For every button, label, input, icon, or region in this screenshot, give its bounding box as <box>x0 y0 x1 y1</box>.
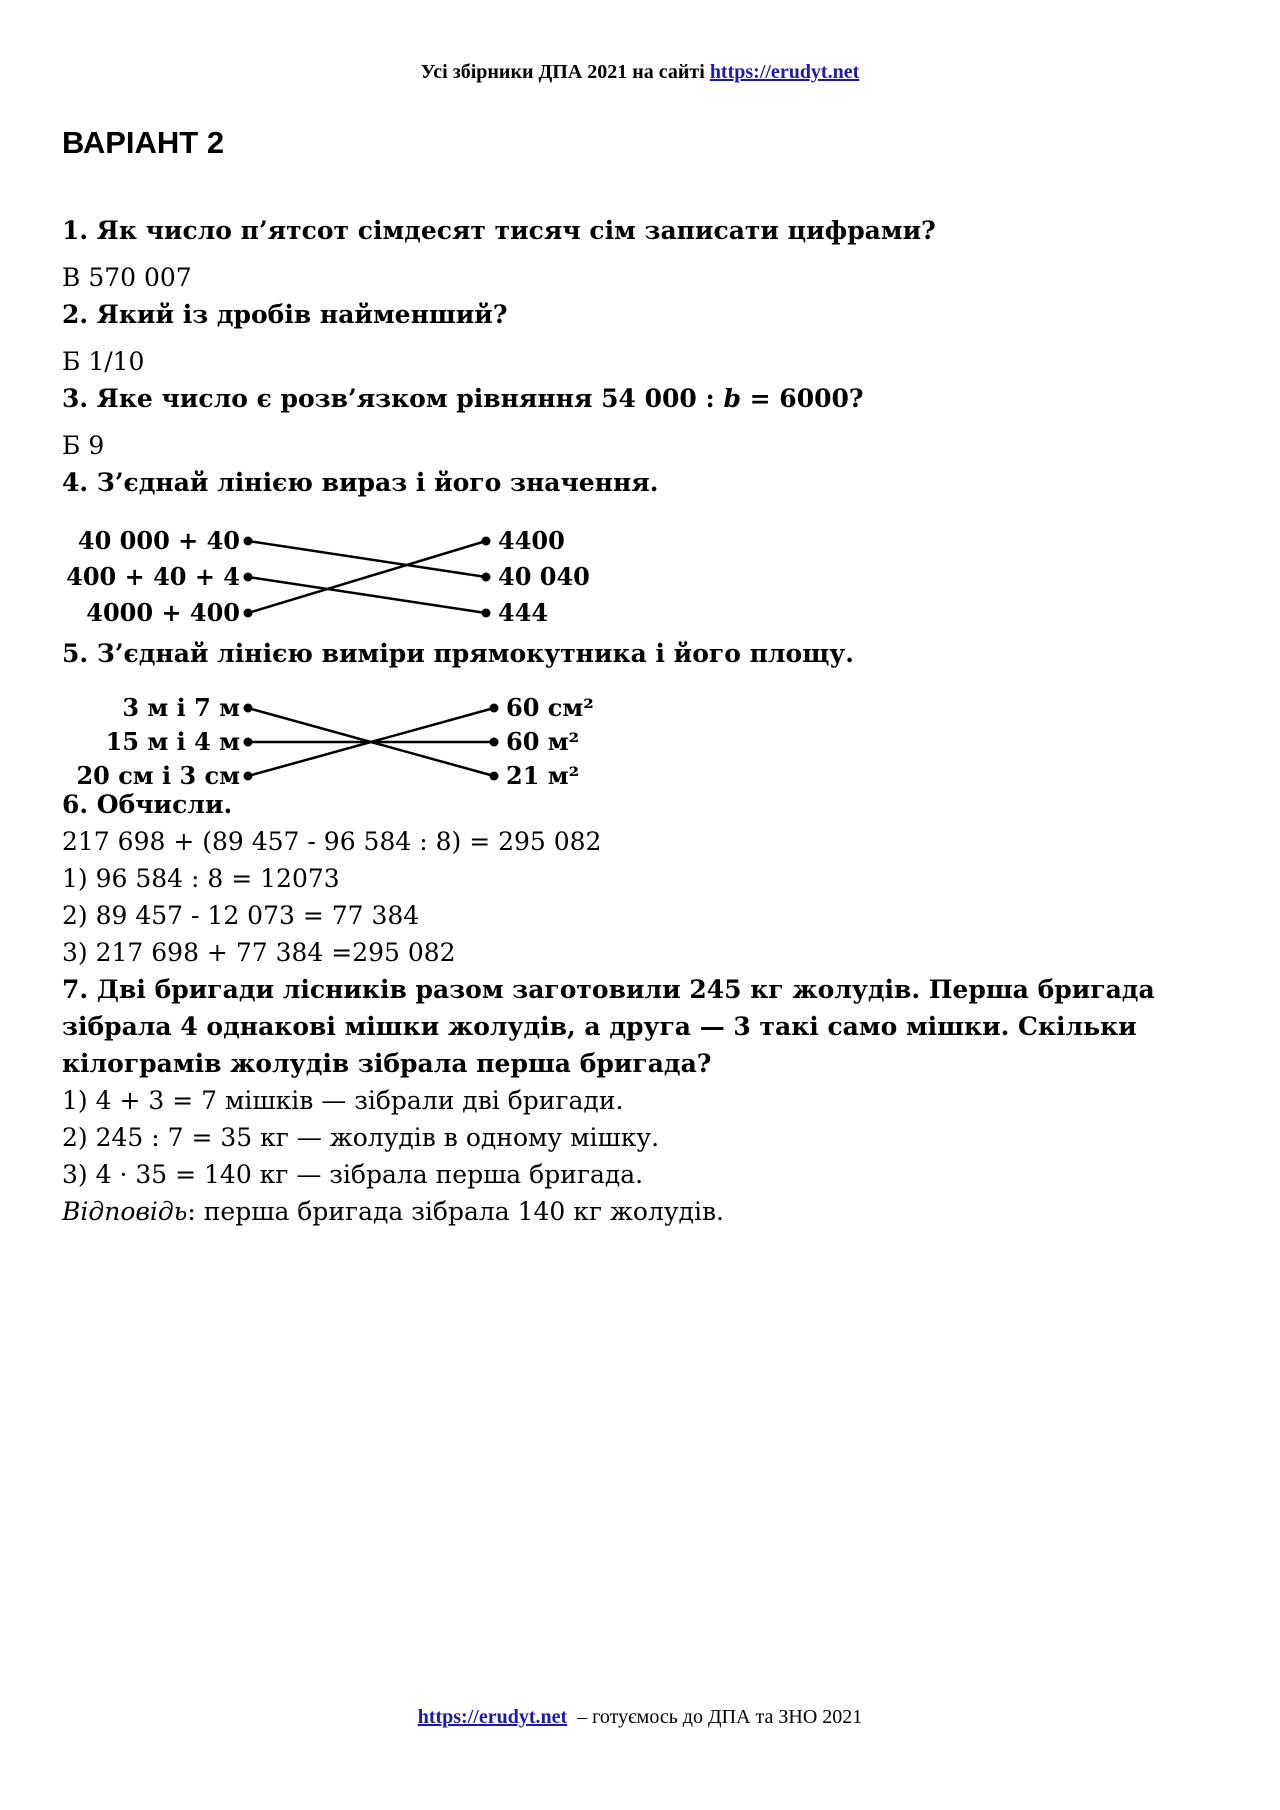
question-3-suffix: = 6000? <box>740 384 864 413</box>
answer-label: Відповідь <box>62 1197 188 1226</box>
calc-line-0: 217 698 + (89 457 - 96 584 : 8) = 295 082 <box>62 827 602 856</box>
main-content <box>62 212 1222 1230</box>
calc-line-1: 1) 96 584 : 8 = 12073 <box>62 864 340 893</box>
question-5: 5. З’єднай лінією виміри прямокутника і його площу. <box>62 639 854 668</box>
answer-1: В 570 007 <box>62 263 192 292</box>
header-link[interactable]: https://erudyt.net <box>709 61 860 83</box>
page-footer <box>0 1706 1280 1729</box>
dot-left-3 <box>244 609 253 618</box>
question-3-prefix: 3. Яке число є розв’язком рівняння 54 000 : <box>62 384 724 413</box>
question-2: 2. Який із дробів найменший? <box>62 300 508 329</box>
footer-text: – готуємось до ДПА та ЗНО 2021 <box>567 1706 863 1728</box>
value-right-1: 4400 <box>498 526 565 555</box>
expr-left-3: 4000 + 400 <box>86 598 240 627</box>
expr-left-1: 40 000 + 40 <box>77 526 240 555</box>
dot-right-3 <box>482 609 491 618</box>
variant-title: ВАРІАНТ 2 <box>62 125 225 160</box>
connector-line-3 <box>248 541 486 613</box>
question-7: 7. Дві бригади лісників разом заготовили 245 кг жолудів. Перша бригада зібрала 4 однакові мішки жолудів, а друга — 3 такі само мішки. Скільки кілограмів жолудів зібрала перша бригада? <box>62 975 1155 1078</box>
dot-left-1 <box>244 704 253 713</box>
question-3-variable: b <box>723 384 741 413</box>
dot-right-2 <box>482 573 491 582</box>
dot-right-1 <box>482 537 491 546</box>
calc-line-2: 2) 89 457 - 12 073 = 77 384 <box>62 901 420 930</box>
area-right-1: 60 см² <box>506 693 594 722</box>
dot-right-1 <box>490 704 499 713</box>
final-answer <box>62 1193 1222 1230</box>
dot-left-2 <box>244 573 253 582</box>
connector-line-1 <box>248 541 486 577</box>
area-right-3: 21 м² <box>506 761 580 786</box>
dot-left-3 <box>244 772 253 781</box>
dot-right-3 <box>490 772 499 781</box>
dims-left-2: 15 м і 4 м <box>105 727 240 756</box>
dims-left-3: 20 см і 3 см <box>76 761 240 786</box>
footer-link[interactable]: https://erudyt.net <box>417 1706 568 1728</box>
area-right-2: 60 м² <box>506 727 580 756</box>
question-1: 1. Як число п’ятсот сімдесят тисяч сім записати цифрами? <box>62 216 936 245</box>
matching-diagram-rectangles <box>62 676 622 786</box>
value-right-3: 444 <box>498 598 549 627</box>
answer-2: Б 1/10 <box>62 347 145 376</box>
expr-left-2: 400 + 40 + 4 <box>66 562 240 591</box>
answer-text: : перша бригада зібрала 140 кг жолудів. <box>187 1197 724 1226</box>
dot-right-2 <box>490 738 499 747</box>
dot-left-2 <box>244 738 253 747</box>
value-right-2: 40 040 <box>498 562 590 591</box>
connector-line-2 <box>248 577 486 613</box>
question-3 <box>62 380 1222 417</box>
solution-line-3: 3) 4 · 35 = 140 кг — зібрала перша бригада. <box>62 1160 644 1189</box>
question-6: 6. Обчисли. <box>62 790 233 819</box>
calc-line-3: 3) 217 698 + 77 384 =295 082 <box>62 938 456 967</box>
solution-line-2: 2) 245 : 7 = 35 кг — жолудів в одному мішку. <box>62 1123 660 1152</box>
header-text: Усі збірники ДПА 2021 на сайті <box>420 61 710 83</box>
solution-line-1: 1) 4 + 3 = 7 мішків — зібрали дві бригади. <box>62 1086 624 1115</box>
question-4: 4. З’єднай лінією вираз і його значення. <box>62 468 659 497</box>
page-header <box>0 61 1280 84</box>
answer-3: Б 9 <box>62 431 105 460</box>
dot-left-1 <box>244 537 253 546</box>
dims-left-1: 3 м і 7 м <box>122 693 240 722</box>
matching-diagram-expressions <box>62 507 622 627</box>
